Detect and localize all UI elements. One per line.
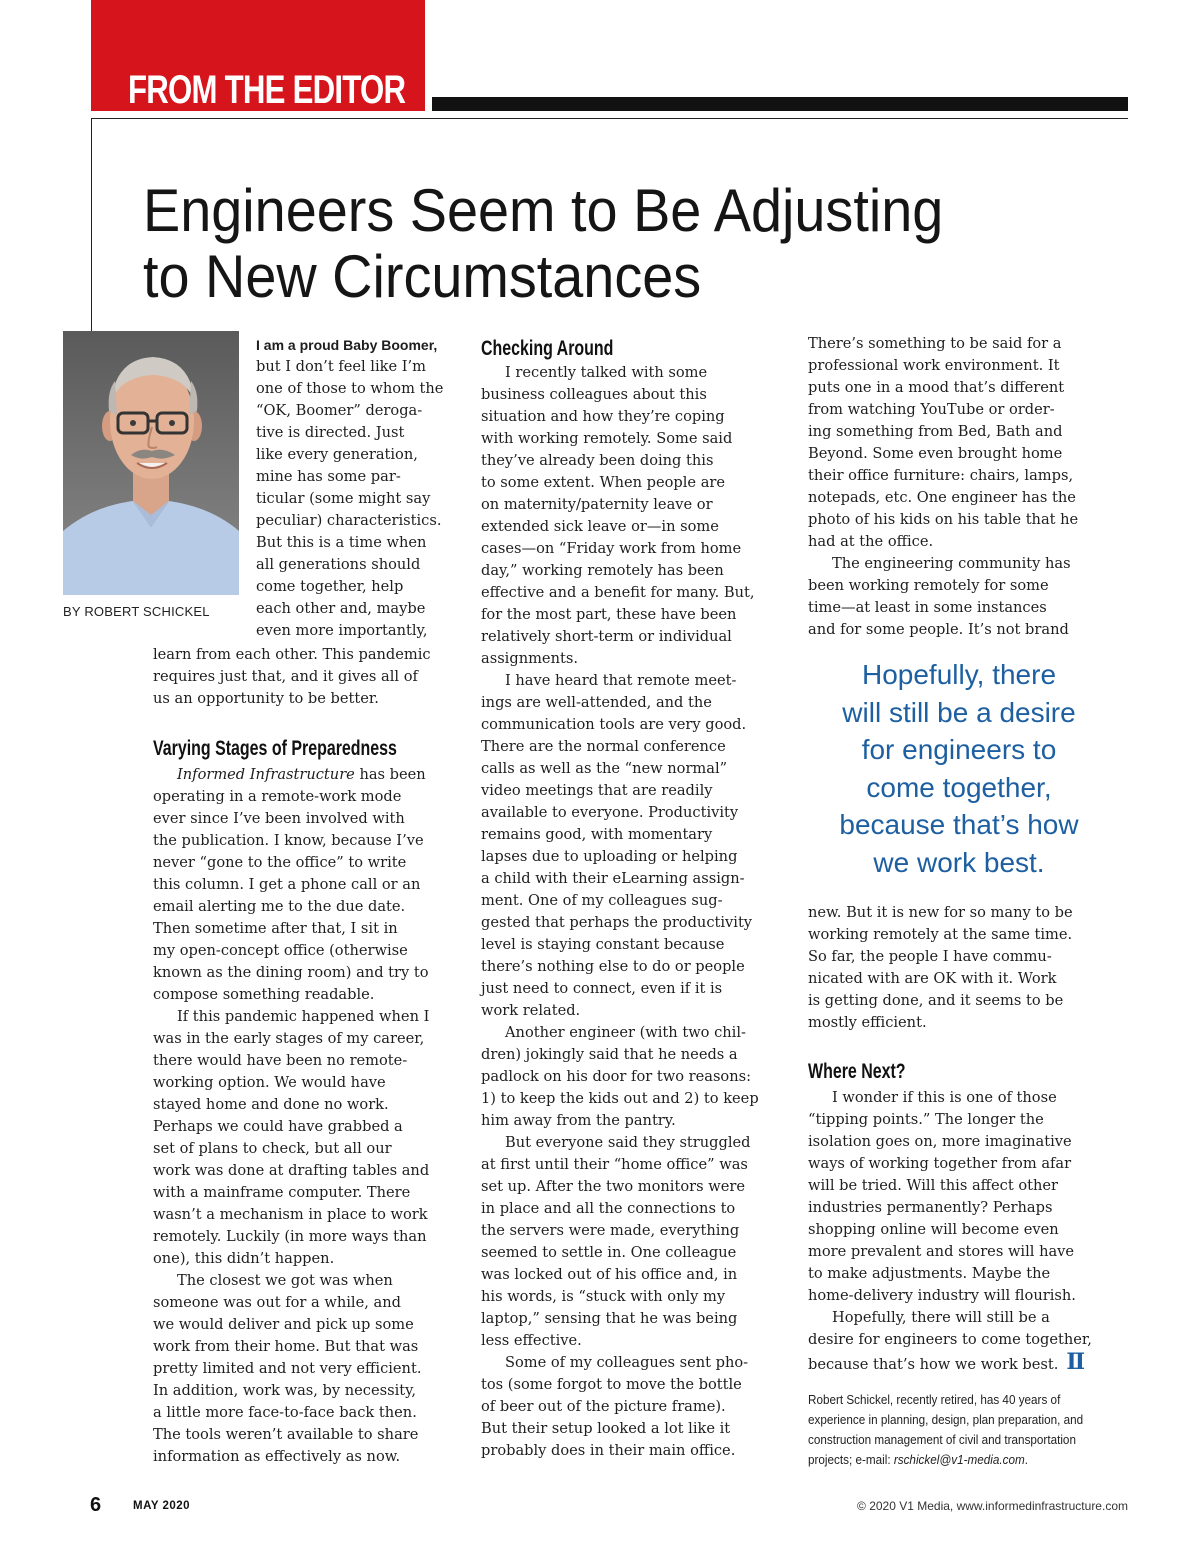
text-line: ticular (some might say xyxy=(256,490,431,507)
text-line: industries permanently? Perhaps xyxy=(808,1199,1053,1216)
text-line: ever since I’ve been involved with xyxy=(153,810,405,827)
text-line: tive is directed. Just xyxy=(256,424,405,441)
author-bio xyxy=(808,1390,1087,1470)
text-line: wasn’t a mechanism in place to work xyxy=(153,1206,428,1223)
frame-top-line xyxy=(91,118,1128,119)
page-number: 6 xyxy=(90,1494,102,1516)
closing-line: because that’s how we work best. II xyxy=(808,1349,1083,1375)
text-line: come together, help xyxy=(256,578,404,595)
text-line: assignments. xyxy=(481,650,578,667)
text-line: So far, the people I have commu- xyxy=(808,948,1052,965)
text-line: isolation goes on, more imaginative xyxy=(808,1133,1072,1150)
column-3-top xyxy=(808,333,1118,641)
text-line: more prevalent and stores will have xyxy=(808,1243,1075,1260)
text-line: Informed Infrastructure has been xyxy=(177,766,426,783)
text-line: even more importantly, xyxy=(256,622,428,639)
column-1-body xyxy=(153,764,463,1468)
text-line: his words, is “stuck with only my xyxy=(481,1288,726,1305)
text-line: working remotely at the same time. xyxy=(808,926,1073,943)
text-line: calls as well as the “new normal” xyxy=(481,760,728,777)
frame-left-line xyxy=(91,118,92,334)
text-line: us an opportunity to be better. xyxy=(153,690,379,707)
subhead-checking-around: Checking Around xyxy=(481,337,614,360)
text-line: home-delivery industry will flourish. xyxy=(808,1287,1076,1304)
column-3-bottom xyxy=(808,1087,1118,1376)
text-line: they’ve already been doing this xyxy=(481,452,714,469)
text-line: one), this didn’t happen. xyxy=(153,1250,335,1267)
pull-quote-line: come together, xyxy=(866,771,1052,803)
text-line: time—at least in some instances xyxy=(808,599,1047,616)
text-line: photo of his kids on his table that he xyxy=(808,511,1079,528)
text-line: for the most part, these have been xyxy=(481,606,737,623)
text-line: notepads, etc. One engineer has the xyxy=(808,489,1076,506)
headline-line-2: to New Circumstances xyxy=(143,243,702,310)
issue-date: MAY 2020 xyxy=(133,1500,191,1512)
bio-line: Robert Schickel, recently retired, has 40 years of xyxy=(808,1392,1061,1407)
text-line: The tools weren’t available to share xyxy=(153,1426,419,1443)
text-line: like every generation, xyxy=(256,446,418,463)
text-line: a child with their eLearning assign- xyxy=(481,870,745,887)
text-line: will be tried. Will this affect other xyxy=(808,1177,1059,1194)
pull-quote-line: Hopefully, there xyxy=(861,659,1057,690)
bio-line: construction management of civil and transportation xyxy=(808,1432,1076,1447)
intro-lead: I am a proud Baby Boomer, xyxy=(256,337,438,353)
text-line: set up. After the two monitors were xyxy=(481,1178,745,1195)
text-line: working option. We would have xyxy=(153,1074,386,1091)
text-line: stayed home and done no work. xyxy=(153,1096,389,1113)
text-line: 1) to keep the kids out and 2) to keep xyxy=(481,1090,759,1107)
text-line: Some of my colleagues sent pho- xyxy=(505,1354,749,1371)
column-3-bottom-lines xyxy=(808,1087,1118,1351)
text-line: relatively short-term or individual xyxy=(481,628,732,645)
text-line: The engineering community has xyxy=(832,555,1071,572)
text-line: requires just that, and it gives all of xyxy=(153,668,418,685)
text-line: lapses due to uploading or helping xyxy=(481,848,738,865)
text-line: padlock on his door for two reasons: xyxy=(481,1068,752,1085)
text-line: work was done at drafting tables and xyxy=(153,1162,430,1179)
text-line: business colleagues about this xyxy=(481,386,707,403)
text-line: information as effectively as now. xyxy=(153,1448,401,1465)
text-line: There are the normal conference xyxy=(481,738,726,755)
subhead-varying-stages: Varying Stages of Preparedness xyxy=(153,737,397,760)
pull-quote-line: will still be a desire xyxy=(842,696,1076,728)
text-line: available to everyone. Productivity xyxy=(481,804,739,821)
text-line: with working remotely. Some said xyxy=(481,430,733,447)
text-line: I have heard that remote meet- xyxy=(505,672,737,689)
text-line: is getting done, and it seems to be xyxy=(808,992,1064,1009)
text-line: situation and how they’re coping xyxy=(481,408,725,425)
text-line: video meetings that are readily xyxy=(481,782,713,799)
text-line: probably does in their main office. xyxy=(481,1442,736,1459)
text-line: There’s something to be said for a xyxy=(808,335,1062,352)
text-line: But this is a time when xyxy=(256,534,427,551)
intro-paragraph xyxy=(256,334,466,642)
text-line: been working remotely for some xyxy=(808,577,1049,594)
pull-quote-line: for engineers to xyxy=(861,734,1057,765)
headline-line-1: Engineers Seem to Be Adjusting xyxy=(143,177,944,244)
text-line: work from their home. But that was xyxy=(153,1338,419,1355)
bio-line: projects; e-mail: rschickel@v1-media.com. xyxy=(808,1452,1028,1467)
column-2-body xyxy=(481,362,791,1462)
text-line: just need to connect, even if it is xyxy=(481,980,723,997)
text-line: this column. I get a phone call or an xyxy=(153,876,421,893)
text-line: In addition, work was, by necessity, xyxy=(153,1382,417,1399)
text-line: peculiar) characteristics. xyxy=(256,512,442,529)
article-headline xyxy=(143,178,1036,310)
text-line: mine has some par- xyxy=(256,468,401,485)
text-line: and for some people. It’s not brand xyxy=(808,621,1069,638)
text-line: shopping online will become even xyxy=(808,1221,1059,1238)
text-line: laptop,” sensing that he was being xyxy=(481,1310,738,1327)
text-line: remotely. Luckily (in more ways than xyxy=(153,1228,427,1245)
author-photo xyxy=(63,331,239,595)
pull-quote-line: because that’s how xyxy=(839,809,1079,840)
text-line: on maternity/paternity leave or xyxy=(481,496,713,513)
text-line: from watching YouTube or order- xyxy=(808,401,1055,418)
text-line: puts one in a mood that’s different xyxy=(808,379,1065,396)
text-line: him away from the pantry. xyxy=(481,1112,676,1129)
text-line: each other and, maybe xyxy=(256,600,426,617)
text-line: known as the dining room) and try to xyxy=(153,964,429,981)
header-rule xyxy=(432,97,1128,111)
text-line: but I don’t feel like I’m xyxy=(256,358,426,375)
text-line: in place and all the connections to xyxy=(481,1200,736,1217)
author-email[interactable]: rschickel@v1-media.com xyxy=(893,1452,1025,1467)
text-line: remains good, with momentary xyxy=(481,826,713,843)
text-line: there would have been no remote- xyxy=(153,1052,408,1069)
text-line: to make adjustments. Maybe the xyxy=(808,1265,1051,1282)
text-line: new. But it is new for so many to be xyxy=(808,904,1073,921)
text-line: of beer out of the picture frame). xyxy=(481,1398,726,1415)
text-line: a little more face-to-face back then. xyxy=(153,1404,417,1421)
text-line: ing something from Bed, Bath and xyxy=(808,423,1063,440)
text-line: email alerting me to the due date. xyxy=(153,898,406,915)
text-line: mostly efficient. xyxy=(808,1014,927,1031)
text-line: “tipping points.” The longer the xyxy=(808,1111,1044,1128)
text-line: professional work environment. It xyxy=(808,357,1060,374)
text-line: seemed to settle in. One colleague xyxy=(481,1244,737,1261)
text-line: Then sometime after that, I sit in xyxy=(153,920,398,937)
text-line: someone was out for a while, and xyxy=(153,1294,401,1311)
copyright-notice: © 2020 V1 Media, www.informedinfrastructure.com xyxy=(857,1499,1128,1513)
text-line: the servers were made, everything xyxy=(481,1222,740,1239)
bio-line: experience in planning, design, plan preparation, and xyxy=(808,1412,1084,1427)
text-line: I wonder if this is one of those xyxy=(832,1089,1057,1106)
text-line: had at the office. xyxy=(808,533,934,550)
pull-quote xyxy=(808,656,1110,881)
text-line: at first until their “home office” was xyxy=(481,1156,748,1173)
text-line: with a mainframe computer. There xyxy=(153,1184,411,1201)
text-line: level is staying constant because xyxy=(481,936,725,953)
text-line: pretty limited and not very efficient. xyxy=(153,1360,422,1377)
intro-paragraph-continued xyxy=(153,644,463,710)
text-line: my open-concept office (otherwise xyxy=(153,942,408,959)
text-line: If this pandemic happened when I xyxy=(177,1008,430,1025)
text-line: the publication. I know, because I’ve xyxy=(153,832,424,849)
text-line: cases—on “Friday work from home xyxy=(481,540,742,557)
text-line: dren) jokingly said that he needs a xyxy=(481,1046,738,1063)
text-line: work related. xyxy=(481,1002,581,1019)
text-line: I recently talked with some xyxy=(505,364,708,381)
text-line: communication tools are very good. xyxy=(481,716,747,733)
subhead-where-next: Where Next? xyxy=(808,1060,906,1083)
text-line: one of those to whom the xyxy=(256,380,444,397)
byline: BY ROBERT SCHICKEL xyxy=(63,604,210,619)
text-line: ment. One of my colleagues sug- xyxy=(481,892,723,909)
text-line: gested that perhaps the productivity xyxy=(481,914,753,931)
text-line: compose something readable. xyxy=(153,986,375,1003)
text-line: operating in a remote-work mode xyxy=(153,788,402,805)
text-line: ings are well-attended, and the xyxy=(481,694,712,711)
text-line: their office furniture: chairs, lamps, xyxy=(808,467,1074,484)
text-line: desire for engineers to come together, xyxy=(808,1331,1092,1348)
text-line: effective and a benefit for many. But, xyxy=(481,584,755,601)
text-line: nicated with are OK with it. Work xyxy=(808,970,1057,987)
column-3-middle xyxy=(808,902,1118,1034)
text-line: Hopefully, there will still be a xyxy=(832,1309,1050,1326)
text-line: ways of working together from afar xyxy=(808,1155,1072,1172)
text-line: But everyone said they struggled xyxy=(505,1134,751,1151)
text-line: we would deliver and pick up some xyxy=(153,1316,414,1333)
text-line: But their setup looked a lot like it xyxy=(481,1420,731,1437)
text-line: Perhaps we could have grabbed a xyxy=(153,1118,403,1135)
section-label: FROM THE EDITOR xyxy=(128,68,406,112)
text-line: learn from each other. This pandemic xyxy=(153,646,431,663)
text-line: extended sick leave or—in some xyxy=(481,518,719,535)
text-line: all generations should xyxy=(256,556,421,573)
text-line: day,” working remotely has been xyxy=(481,562,724,579)
end-mark-icon: II xyxy=(1066,1349,1083,1375)
text-line: never “gone to the office” to write xyxy=(153,854,407,871)
text-line: to some extent. When people are xyxy=(481,474,726,491)
text-line: there’s nothing else to do or people xyxy=(481,958,745,975)
text-line: “OK, Boomer” deroga- xyxy=(256,402,423,419)
text-line: Another engineer (with two chil- xyxy=(505,1024,746,1041)
text-line: set of plans to check, but all our xyxy=(153,1140,392,1157)
text-line: The closest we got was when xyxy=(177,1272,393,1289)
text-line: was locked out of his office and, in xyxy=(481,1266,738,1283)
text-line: was in the early stages of my career, xyxy=(153,1030,425,1047)
pull-quote-line: we work best. xyxy=(873,846,1045,878)
publication-name: Informed Infrastructure xyxy=(177,766,355,783)
text-line: Beyond. Some even brought home xyxy=(808,445,1063,462)
text-line: less effective. xyxy=(481,1332,582,1349)
text-line: tos (some forgot to move the bottle xyxy=(481,1376,742,1393)
